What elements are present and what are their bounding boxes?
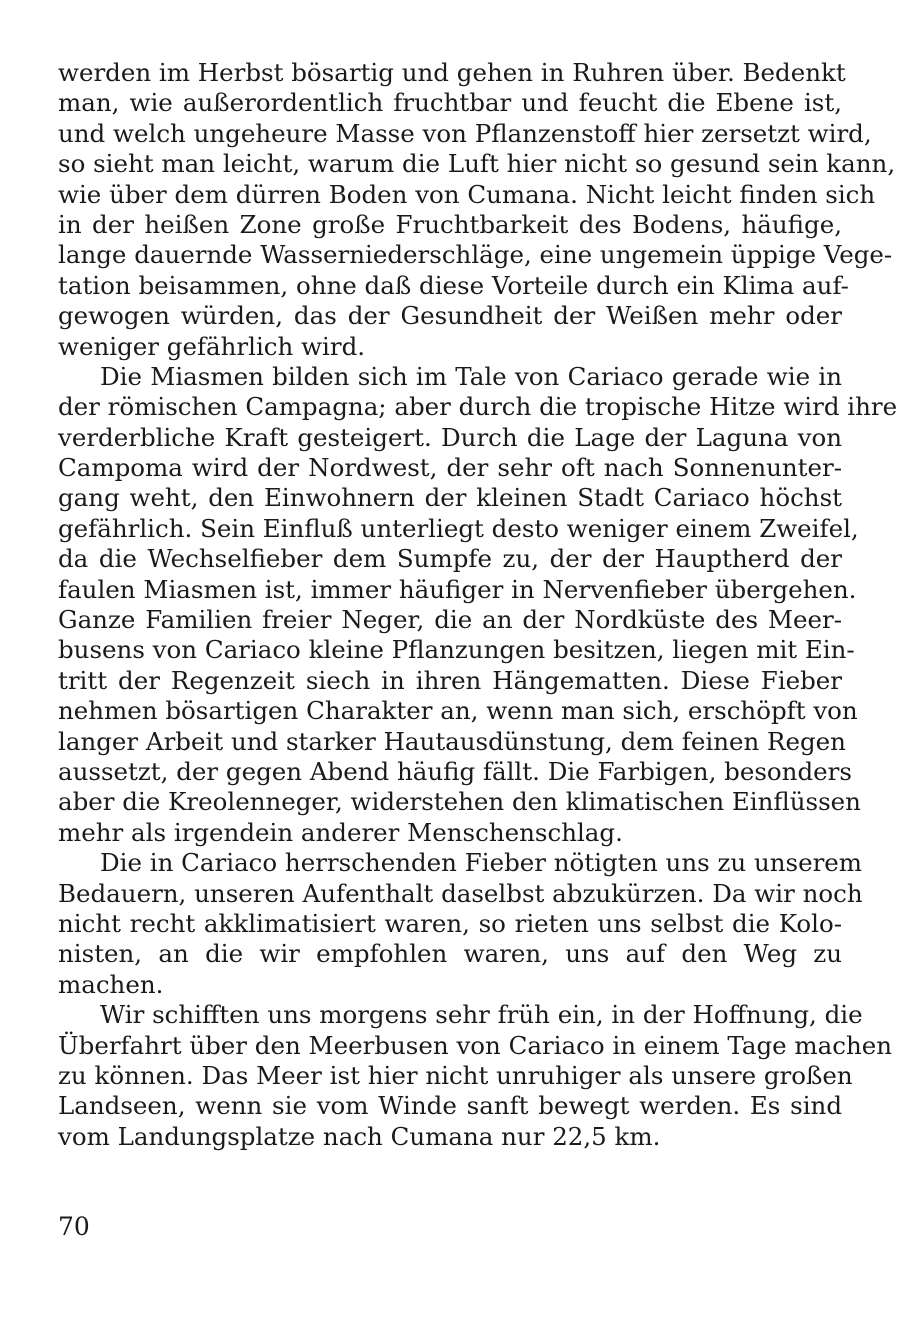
text-line: verderbliche Kraft gesteigert. Durch die Lage der Laguna von <box>58 422 842 452</box>
text-line: in der heißen Zone große Fruchtbarkeit des Bodens, häufige, <box>58 209 842 239</box>
text-line: faulen Miasmen ist, immer häufiger in Nervenfieber übergehen. <box>58 574 857 604</box>
text-line: Wir schifften uns morgens sehr früh ein, in der Hoffnung, die <box>100 1000 863 1030</box>
text-line: Ganze Familien freier Neger, die an der Nordküste des Meer- <box>58 605 842 635</box>
text-line: Campoma wird der Nordwest, der sehr oft nach Sonnenunter- <box>58 453 842 483</box>
text-line: machen. <box>58 969 164 999</box>
text-line: Bedauern, unseren Aufenthalt daselbst abzukürzen. Da wir noch <box>58 878 863 908</box>
page-number: 70 <box>58 1212 90 1241</box>
text-line: aber die Kreolenneger, widerstehen den klimatischen Einflüssen <box>58 787 861 817</box>
text-line: nicht recht akklimatisiert waren, so rieten uns selbst die Kolo- <box>58 908 842 938</box>
text-line: lange dauernde Wasserniederschläge, eine ungemein üppige Vege- <box>58 240 893 270</box>
text-line: man, wie außerordentlich fruchtbar und feucht die Ebene ist, <box>58 88 842 118</box>
text-line: weniger gefährlich wird. <box>58 331 366 361</box>
paragraph <box>58 361 898 848</box>
text-line: vom Landungsplatze nach Cumana nur 22,5 km. <box>58 1121 661 1151</box>
text-line: gang weht, den Einwohnern der kleinen Stadt Cariaco höchst <box>58 483 842 513</box>
text-line: zu können. Das Meer ist hier nicht unruhiger als unsere großen <box>58 1060 853 1090</box>
text-line: Landseen, wenn sie vom Winde sanft bewegt werden. Es sind <box>58 1091 842 1121</box>
text-line: aussetzt, der gegen Abend häufig fällt. Die Farbigen, besonders <box>58 756 852 786</box>
paragraph <box>58 848 863 1000</box>
text-line: busens von Cariaco kleine Pflanzungen besitzen, liegen mit Ein- <box>58 635 855 665</box>
text-line: gewogen würden, das der Gesundheit der Weißen mehr oder <box>58 301 842 331</box>
text-line: tation beisammen, ohne daß diese Vorteile durch ein Klima auf- <box>58 270 849 300</box>
text-line: nisten, an die wir empfohlen waren, uns auf den Weg zu <box>58 939 842 969</box>
text-line: gefährlich. Sein Einfluß unterliegt desto weniger einem Zweifel, <box>58 513 859 543</box>
text-line: und welch ungeheure Masse von Pflanzenstoff hier zersetzt wird, <box>58 118 872 148</box>
text-line: nehmen bösartigen Charakter an, wenn man sich, erschöpft von <box>58 696 858 726</box>
text-line: langer Arbeit und starker Hautausdünstung, dem feinen Regen <box>58 726 846 756</box>
text-line: Die in Cariaco herrschenden Fieber nötigten uns zu unserem <box>100 848 863 878</box>
text-line: wie über dem dürren Boden von Cumana. Nicht leicht finden sich <box>58 179 876 209</box>
text-line: werden im Herbst bösartig und gehen in Ruhren über. Bedenkt <box>58 58 846 87</box>
text-line: da die Wechselfieber dem Sumpfe zu, der der Hauptherd der <box>58 544 842 574</box>
text-line: Überfahrt über den Meerbusen von Cariaco in einem Tage machen <box>58 1030 893 1060</box>
text-line: so sieht man leicht, warum die Luft hier nicht so gesund sein kann, <box>58 149 896 179</box>
body-text <box>58 58 898 1152</box>
text-line: Die Miasmen bilden sich im Tale von Cariaco gerade wie in <box>100 361 842 391</box>
text-line: mehr als irgendein anderer Menschenschlag. <box>58 817 623 847</box>
paragraph <box>58 58 896 362</box>
text-line: tritt der Regenzeit siech in ihren Hängematten. Diese Fieber <box>58 665 842 695</box>
paragraph <box>58 1000 893 1152</box>
text-line: der römischen Campagna; aber durch die tropische Hitze wird ihre <box>58 392 898 422</box>
